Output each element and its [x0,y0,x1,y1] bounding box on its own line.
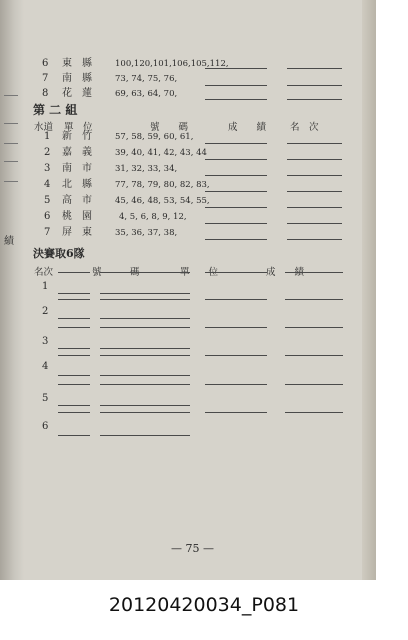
margin-mark [4,123,18,124]
blank-line [100,435,190,436]
blank-line [58,318,90,319]
blank-line [58,412,90,413]
rank-blank [287,159,342,160]
blank-line [205,412,267,413]
g2-lane: 3 [44,163,51,174]
g2-unit: 新 竹 [62,131,92,142]
blank-line [58,327,90,328]
g1-rank: 6 [42,58,49,69]
g2-numbers: 4, 5, 6, 8, 9, 12, [119,212,187,222]
final-rank: 3 [42,336,49,347]
blank-line [58,299,90,300]
blank-line [100,348,190,349]
blank-line [285,412,343,413]
header-lane: 水道 [34,122,54,133]
blank-line [285,327,343,328]
g2-lane: 5 [44,195,51,206]
g1-unit: 東 縣 [62,58,92,69]
blank-line [100,272,190,273]
header-rank: 名 次 [290,122,319,133]
blank-line [58,355,90,356]
blank-line [100,327,190,328]
rank-blank [287,99,342,100]
result-blank [205,85,267,86]
final-title: 決賽取6隊 [33,247,85,260]
blank-line [100,384,190,385]
blank-line [58,375,90,376]
g2-unit: 嘉 義 [62,147,92,158]
blank-line [100,405,190,406]
final-rank: 2 [42,306,49,317]
blank-line [205,384,267,385]
g1-numbers: 73, 74, 75, 76, [115,74,178,84]
margin-mark [4,143,18,144]
blank-line [58,293,90,294]
book-binding [0,0,24,580]
margin-mark [4,95,18,96]
rank-blank [287,191,342,192]
g2-lane: 1 [44,131,51,142]
blank-line [205,299,267,300]
blank-line [58,435,90,436]
result-blank [205,68,267,69]
blank-line [205,327,267,328]
margin-mark [4,181,18,182]
header-numbers: 號 碼 [150,122,189,133]
rank-blank [287,68,342,69]
g1-numbers: 69, 63, 64, 70, [115,89,178,99]
result-blank [205,223,267,224]
blank-line [100,318,190,319]
blank-line [285,299,343,300]
g2-numbers: 35, 36, 37, 38, [115,228,178,238]
g2-unit: 北 縣 [62,179,92,190]
g1-unit: 花 蓮 [62,88,92,99]
rank-blank [287,223,342,224]
result-blank [205,239,267,240]
result-blank [205,143,267,144]
final-header-rank: 名次 [34,267,54,278]
rank-blank [287,207,342,208]
blank-line [205,272,267,273]
blank-line [100,375,190,376]
final-rank: 1 [42,281,49,292]
margin-mark [4,161,18,162]
final-header-result: 成 績 [266,267,305,278]
blank-line [285,355,343,356]
rank-blank [287,143,342,144]
g2-numbers: 57, 58, 59, 60, 61, [115,132,194,142]
g2-unit: 桃 園 [62,211,92,222]
g2-lane: 6 [44,211,51,222]
g2-numbers: 31, 32, 33, 34, [115,164,178,174]
result-blank [205,175,267,176]
g2-lane: 7 [44,227,51,238]
g2-unit: 南 市 [62,163,92,174]
blank-line [58,405,90,406]
header-unit: 單 位 [64,122,93,133]
g2-lane: 4 [44,179,51,190]
final-rank: 4 [42,361,49,372]
final-header-numbers: 號 碼 [92,267,140,278]
rank-blank [287,239,342,240]
result-blank [205,207,267,208]
g1-numbers: 100,120,101,106,105,112, [115,59,229,69]
blank-line [100,355,190,356]
blank-line [285,384,343,385]
blank-line [285,272,343,273]
final-rank: 6 [42,421,49,432]
g2-unit: 屏 東 [62,227,92,238]
blank-line [58,348,90,349]
g2-lane: 2 [44,147,51,158]
g2-numbers: 77, 78, 79, 80, 82, 83, [115,180,210,190]
blank-line [58,384,90,385]
g2-numbers: 45, 46, 48, 53, 54, 55, [115,196,210,206]
blank-line [205,355,267,356]
g2-unit: 高 市 [62,195,92,206]
g1-rank: 8 [42,88,49,99]
g1-unit: 南 縣 [62,73,92,84]
result-blank [205,99,267,100]
rank-blank [287,175,342,176]
g1-rank: 7 [42,73,49,84]
result-blank [205,159,267,160]
page-edge [362,0,376,580]
margin-character: 績 [4,236,14,247]
archive-caption: 20120420034_P081 [108,594,300,616]
blank-line [100,412,190,413]
blank-line [58,272,90,273]
g2-numbers: 39, 40, 41, 42, 43, 44 [115,148,207,158]
final-header-unit: 單 位 [180,267,219,278]
blank-line [100,293,190,294]
result-blank [205,191,267,192]
rank-blank [287,85,342,86]
page-number: — 75 — [171,542,214,555]
header-result: 成 績 [228,122,267,133]
group-2-title: 第 二 組 [33,103,78,117]
final-rank: 5 [42,393,49,404]
blank-line [100,299,190,300]
